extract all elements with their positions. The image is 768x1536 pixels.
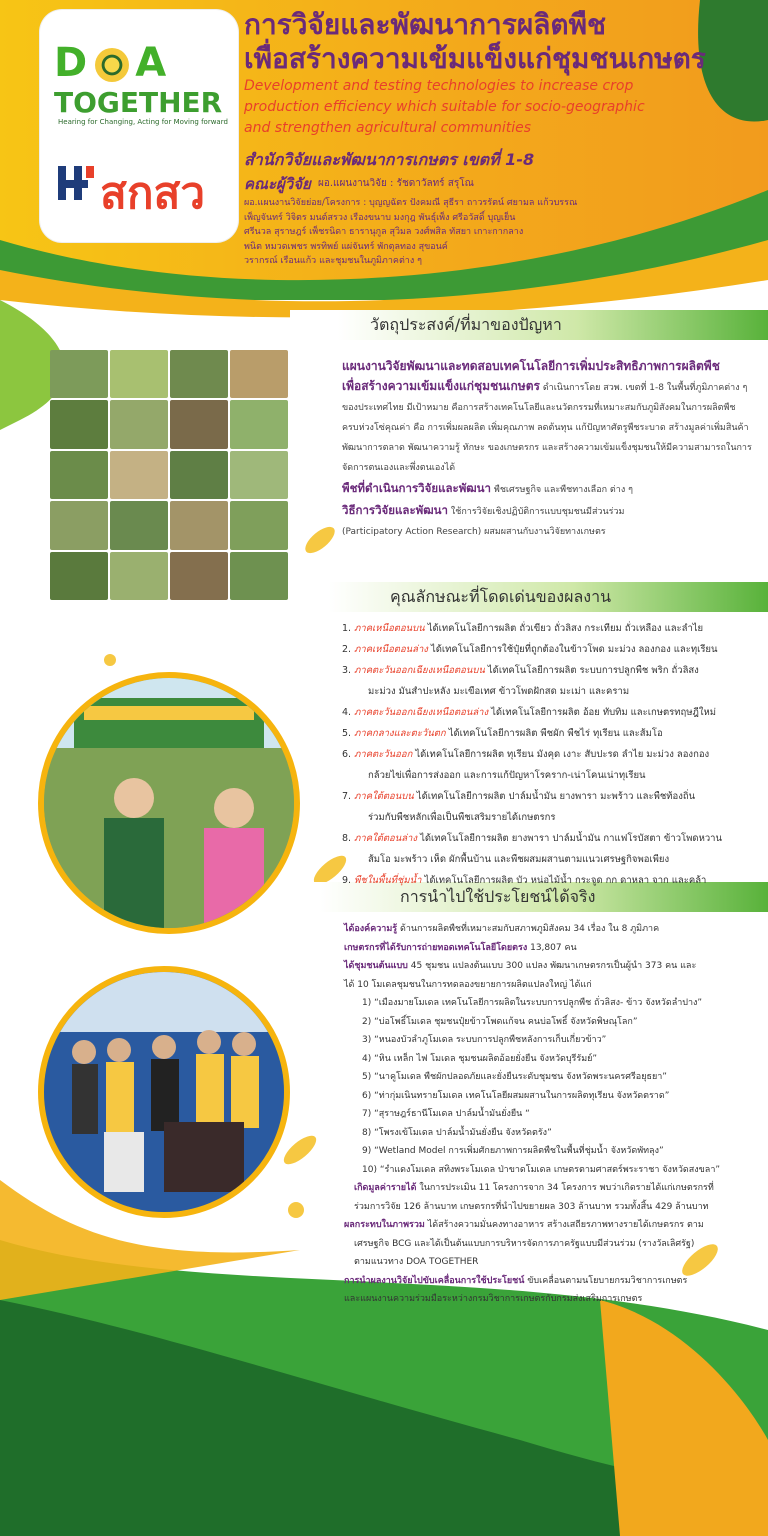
usage-income-cont: ร่วมการวิจัย 126 ล้านบาท เกษตรกรที่นำไปขยายผล 303 ล้านบาท รวมทั้งสิ้น 429 ล้านบาท (354, 1201, 709, 1212)
title-thai-line-1: การวิจัยและพัฒนาการผลิตพืช (244, 8, 607, 41)
section-features-heading: คุณลักษณะที่โดดเด่นของผลงาน (280, 582, 768, 612)
usage-impact-head: ผลกระทบในภาพรวม (344, 1220, 425, 1230)
title-english-line-1: Development and testing technologies to increase crop (244, 78, 634, 94)
members-line: วรากรณ์ เรือนแก้ว และชุมชนในภูมิภาคต่าง ๆ (244, 256, 422, 266)
members-line: ผอ.แผนงานวิจัยย่อย/โครงการ : บุญญฉัตร ปังคมณี สุธีรา ถาวรรัตน์ ศยามล แก้วบรรณ (244, 198, 578, 208)
award-photo (44, 972, 284, 1212)
feature-number: 6. (342, 749, 352, 760)
usage-model-item: 8) “โพรงเข้โมเดล ปาล์มน้ำมันยั่งยืน จังหวัดตรัง” (362, 1127, 552, 1138)
feature-text: ได้เทคโนโลยีการใช้ปุ๋ยที่ถูกต้องในข้าวโพด มะม่วง ลองกอง และทุเรียน (430, 644, 718, 655)
usage-knowledge: ด้านการผลิตพืชที่เหมาะสมกับสภาพภูมิสังคม 34 เรื่อง ใน 8 ภูมิภาค (399, 924, 660, 934)
feature-number: 3. (342, 665, 352, 676)
feature-region: ภาคตะวันออกเฉียงเหนือตอนบน (354, 665, 485, 676)
usage-income: ในการประเมิน 11 โครงการจาก 34 โครงการ พบว่าเกิดรายได้แก่เกษตรกรที่ (419, 1183, 714, 1193)
feature-region: พืชในพื้นที่ชุ่มน้ำ (354, 875, 422, 886)
collage-photo (110, 400, 168, 448)
feature-text: ได้เทคโนโลยีการผลิต ทุเรียน มังคุด เงาะ สับปะรด ลำไย มะม่วง ลองกอง (415, 749, 710, 760)
logo-slogan: Hearing for Changing, Acting for Moving forward (58, 118, 228, 126)
usage-impact: ได้สร้างความมั่นคงทางอาหาร สร้างเสถียรภาพทางรายได้เกษตรกร ตาม (427, 1220, 704, 1230)
collage-photo (170, 552, 228, 600)
feature-text-cont: มะม่วง มันสำปะหลัง มะเขือเทศ ข้าวโพดฝักสด มะเม่า และคราม (368, 686, 630, 697)
section-objective-heading: วัตถุประสงค์/ที่มาของปัญหา (290, 310, 768, 340)
event-photo-circle (38, 672, 300, 934)
collage-photo (50, 400, 108, 448)
members-line: ศรีนวล สุราษฎร์ เพ็ชรนิดา ธารานุกูล สุวิมล วงศ์พสิล ทัสยา เกาะกากลาง (244, 227, 524, 237)
title-english-line-3: and strengthen agricultural communities (244, 120, 532, 136)
team-label: คณะผู้วิจัย (244, 175, 311, 193)
event-photo (44, 678, 294, 928)
feature-region: ภาคเหนือตอนล่าง (354, 644, 428, 655)
usage-knowledge-head: ได้องค์ความรู้ (344, 924, 398, 934)
objective-bold-line-1: แผนงานวิจัยพัฒนาและทดสอบเทคโนโลยีการเพิ่มประสิทธิภาพการผลิตพืช (342, 359, 720, 373)
doa-logo (54, 40, 168, 86)
usage-model-item: 1) “เมืองมายโมเดล เทคโนโลยีการผลิตในระบบการปลูกพืช ถั่วลิสง- ข้าว จังหวัดลำปาง” (362, 998, 703, 1008)
feature-item (342, 660, 762, 702)
collage-photo (230, 552, 288, 600)
area-body: พืชเศรษฐกิจ และพืชทางเลือก ต่าง ๆ (493, 485, 633, 495)
doa-letter-a: A (135, 40, 169, 86)
collage-photo (50, 501, 108, 549)
feature-text: ได้เทคโนโลยีการผลิต อ้อย ทับทิม และเกษตรทฤษฎีใหม่ (491, 707, 717, 718)
usage-drive-head: การนำผลงานวิจัยไปขับเคลื่อนการใช้ประโยชน์ (344, 1275, 525, 1286)
feature-number: 4. (342, 707, 352, 718)
usage-impact-cont-2: ตามแนวทาง DOA TOGETHER (354, 1257, 479, 1267)
feature-region: ภาคเหนือตอนบน (354, 623, 425, 634)
objective-content (342, 356, 752, 542)
usage-model-item: 6) “ท่ากุ่มเนินทรายโมเดล เทคโนโลยีผสมผสานในการผลิตทุเรียน จังหวัดตราด” (362, 1090, 670, 1101)
feature-text: ได้เทคโนโลยีการผลิต บัว หน่อไม้น้ำ กระจูด กก ดาหลา จาก และคล้า (424, 875, 707, 886)
collage-photo (110, 350, 168, 398)
usage-income-head: เกิดมูลค่ารายได้ (354, 1183, 417, 1193)
feature-number: 2. (342, 644, 352, 655)
feature-item (342, 744, 762, 786)
collage-photo (110, 552, 168, 600)
usage-farmers: 13,807 คน (530, 942, 577, 953)
feature-item (342, 870, 762, 891)
feature-number: 9. (342, 875, 352, 886)
feature-text: ได้เทคโนโลยีการผลิต พืชผัก พืชไร่ ทุเรียน และส้มโอ (448, 728, 663, 739)
feature-item (342, 702, 762, 723)
method-heading: วิธีการวิจัยและพัฒนา (342, 503, 448, 517)
collage-photo (50, 451, 108, 499)
feature-text-cont: ส้มโอ มะพร้าว เห็ด ผักพื้นบ้าน และพืชผสมผสานตามแนวเศรษฐกิจพอเพียง (368, 854, 670, 865)
usage-drive-cont: และแผนงานความร่วมมือระหว่างกรมวิชาการเกษตรกับกรมส่งเสริมการเกษตร (344, 1294, 643, 1304)
feature-number: 5. (342, 728, 352, 739)
method-body-2: (Participatory Action Research) ผสมผสานกับงานวิจัยทางเกษตร (342, 527, 606, 537)
area-heading: พืชที่ดำเนินการวิจัยและพัฒนา (342, 481, 492, 495)
feature-text: ได้เทคโนโลยีการผลิต ยางพารา ปาล์มน้ำมัน กาแฟโรบัสตา ข้าวโพดหวาน (420, 833, 723, 844)
members-line: พนิต หมวดเพชร พรทิพย์ แผ่จันทร์ พักตุลทอง สุขอนค์ (244, 241, 448, 252)
feature-number: 1. (342, 623, 352, 634)
feature-item (342, 618, 762, 639)
feature-item (342, 723, 762, 744)
section-usage-heading: การนำไปใช้ประโยชน์ได้จริง (270, 882, 768, 912)
collage-photo (230, 451, 288, 499)
feature-item (342, 786, 762, 828)
usage-model-item: 4) “หิน เหล็ก ไฟ โมเดล ชุมชนผลิตอ้อยยั่งยืน จังหวัดบุรีรัมย์” (362, 1053, 598, 1064)
method-body: ใช้การวิจัยเชิงปฏิบัติการแบบชุมชนมีส่วนร่วม (450, 507, 625, 517)
objective-bold-line-2: เพื่อสร้างความเข้มแข็งแก่ชุมชนเกษตร (342, 379, 540, 393)
members-line: เพ็ญจันทร์ วิจิตร มนต์สรวง เรืองขนาบ มงกุฎ พันธุ์เพ็ง ศรีอวัสดิ์ บุญเย็น (244, 212, 516, 223)
collage-photo (230, 400, 288, 448)
usage-model-item: 9) “Wetland Model การเพิ่มศักยภาพการผลิตพืชในพื้นที่ชุ่มน้ำ จังหวัดพัทลุง” (362, 1146, 664, 1156)
doa-seal-icon (95, 48, 129, 82)
feature-text-cont: กล้วยไข่เพื่อการส่งออก และการแก้ปัญหาโรคราก-เน่าโคนเน่าทุเรียน (368, 770, 646, 781)
usage-impact-cont: เศรษฐกิจ BCG และได้เป็นต้นแบบการบริหารจัดการภาครัฐแบบมีส่วนร่วม (รางวัลเลิศรัฐ) (354, 1238, 695, 1249)
title-english (244, 76, 744, 139)
collage-photo (110, 501, 168, 549)
collage-photo (230, 350, 288, 398)
feature-region: ภาคตะวันออกเฉียงเหนือตอนล่าง (354, 707, 489, 718)
award-photo-circle (38, 966, 290, 1218)
team-members (244, 196, 584, 269)
feature-region: ภาคใต้ตอนบน (354, 791, 414, 802)
feature-region: ภาคกลางและตะวันตก (354, 728, 446, 739)
tsri-logo-icon (56, 162, 98, 204)
usage-content (344, 920, 764, 1309)
title-thai (244, 8, 706, 76)
doa-letter-d: D (54, 40, 90, 86)
title-english-line-2: production efficiency which suitable for socio-geographic (244, 99, 645, 115)
usage-community-head: ได้ชุมชนต้นแบบ (344, 961, 408, 971)
photo-collage (50, 350, 288, 600)
usage-model-item: 7) “สุราษฎร์ธานีโมเดล ปาล์มน้ำมันยั่งยืน “ (362, 1109, 530, 1119)
collage-photo (170, 400, 228, 448)
usage-model-item: 5) “นาคูโมเดล พืชผักปลอดภัยและยั่งยืนระดับชุมชน จังหวัดพระนครศรีอยุธยา” (362, 1072, 667, 1082)
title-thai-line-2: เพื่อสร้างความเข้มแข็งแก่ชุมชนเกษตร (244, 42, 706, 75)
feature-number: 7. (342, 791, 352, 802)
usage-farmers-head: เกษตรกรที่ได้รับการถ่ายทอดเทคโนโลยีโดยตรง (344, 942, 528, 953)
collage-photo (50, 552, 108, 600)
features-list (342, 618, 762, 891)
feature-text-cont: ร่วมกับพืชหลักเพื่อเป็นพืชเสริมรายได้เกษตรกร (368, 812, 556, 823)
team-lead: ผอ.แผนงานวิจัย : รัชดาวัลทร์ สรุโณ (318, 178, 474, 189)
feature-number: 8. (342, 833, 352, 844)
collage-photo (170, 451, 228, 499)
usage-model-item: 3) “หนองบัวลำภูโมเดล ระบบการปลูกพืชหลังการเก็บเกี่ยวข้าว” (362, 1035, 607, 1045)
together-logo-text: TOGETHER (54, 86, 223, 119)
objective-body: ดำเนินการโดย สวพ. เขตที่ 1-8 ในพื้นที่ภูมิภาคต่าง ๆ ของประเทศไทย มีเป้าหมาย คือการสร้างเทคโนโลยีและนวัตกรรมที่เหมาะสมกับภูมิสังคมในการผลิตพืชครบห่วงโซ่คุณค่า คือ การเพิ่มผลผลิต เพิ่มคุณภาพ ลดต้นทุน แก้ปัญหาศัตรูพืชระบาด สร้างมูลค่าเพิ่มสินค้า พัฒนาการตลาด พัฒนาความรู้ ทักษะ ของเกษตรกร และสร้างความเข้มแข็งชุมชนให้มีความสามารถในการจัดการตนเองและพึ่งตนเองได้ (342, 383, 752, 473)
collage-photo (170, 350, 228, 398)
usage-community: 45 ชุมชน แปลงต้นแบบ 300 แปลง พัฒนาเกษตรกรเป็นผู้นำ 373 คน และ (410, 961, 697, 971)
feature-text: ได้เทคโนโลยีการผลิต ถั่วเขียว ถั่วลิสง กระเทียม ถั่วเหลือง และลำไย (427, 623, 704, 634)
usage-drive: ขับเคลื่อนตามนโยบายกรมวิชาการเกษตร (527, 1275, 688, 1286)
feature-region: ภาคตะวันออก (354, 749, 413, 760)
collage-photo (50, 350, 108, 398)
collage-photo (230, 501, 288, 549)
usage-model-item: 2) “บ่อโพธิ์โมเดล ชุมชนปุ๋ยข้าวโพดแก้จน คนบ่อโพธิ์ จังหวัดพิษณุโลก” (362, 1016, 638, 1027)
collage-photo (110, 451, 168, 499)
feature-text: ได้เทคโนโลยีการผลิต ระบบการปลูกพืช พริก ถั่วลิสง (487, 665, 699, 676)
feature-region: ภาคใต้ตอนล่าง (354, 833, 418, 844)
collage-photo (170, 501, 228, 549)
usage-model-item: 10) “รำแดงโมเดล สทิงพระโมเดล ป่าขาดโมเดล เกษตรตามศาสตร์พระราชา จังหวัดสงขลา” (362, 1164, 721, 1175)
usage-models-intro: ได้ 10 โมเดลชุมชนในการทดลองขยายการผลิตแปลงใหญ่ ได้แก่ (344, 979, 592, 990)
tsri-logo-text: สกสว (100, 168, 206, 219)
feature-item (342, 639, 762, 660)
feature-item (342, 828, 762, 870)
office-name: สำนักวิจัยและพัฒนาการเกษตร เขตที่ 1-8 (244, 150, 535, 169)
feature-text: ได้เทคโนโลยีการผลิต ปาล์มน้ำมัน ยางพารา มะพร้าว และพืชท้องถิ่น (416, 791, 696, 802)
